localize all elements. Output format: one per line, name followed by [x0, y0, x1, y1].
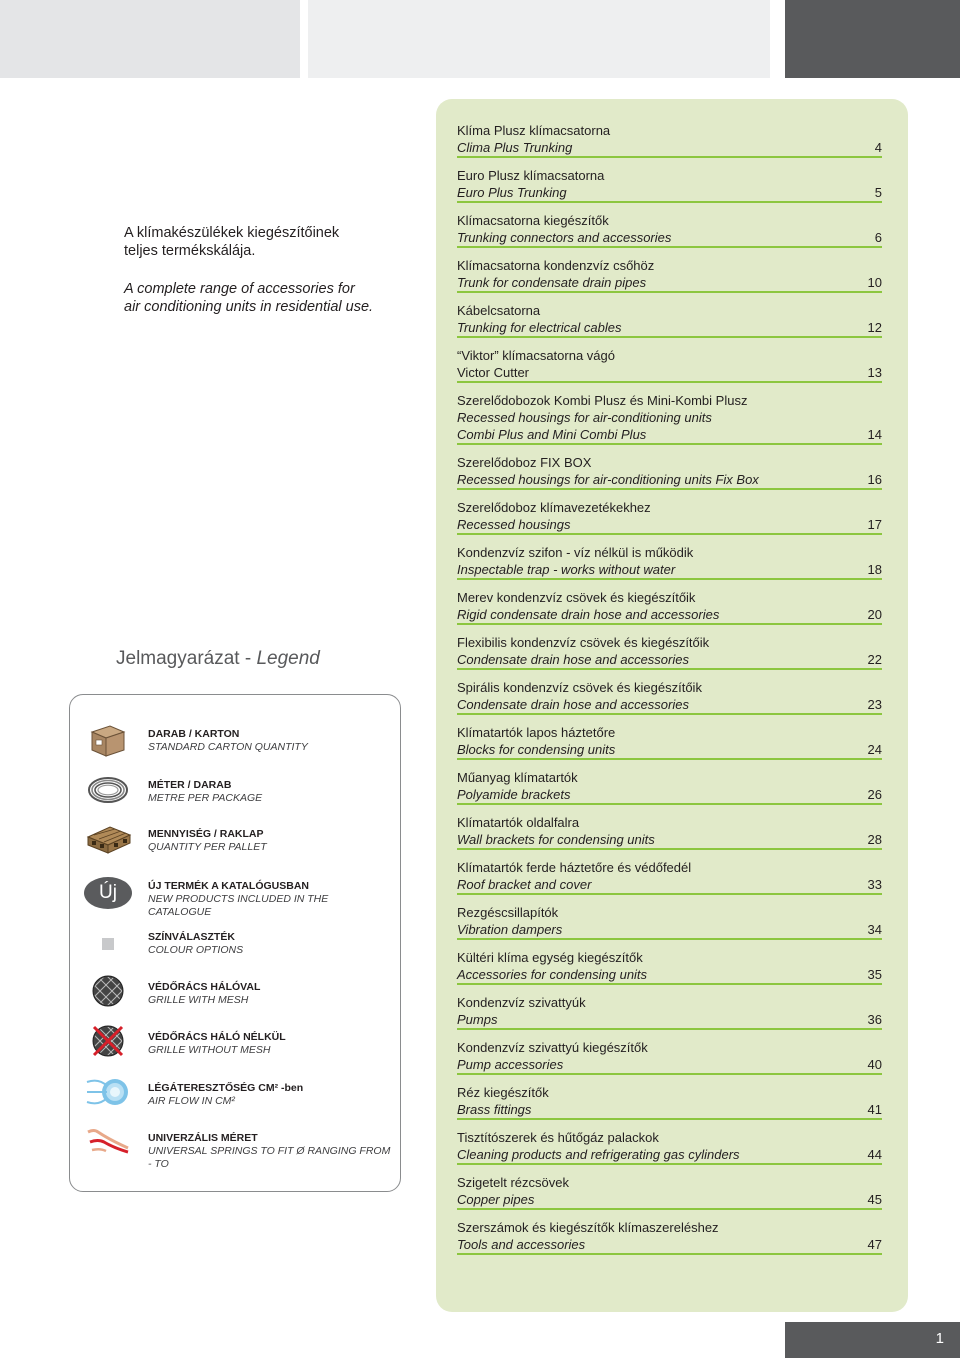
toc-entry[interactable] [457, 302, 882, 338]
toc-entry[interactable] [457, 859, 882, 895]
legend-item-grille-mesh [70, 968, 400, 1018]
toc-title-en: Vibration dampers [457, 922, 563, 937]
toc-entry[interactable] [457, 167, 882, 203]
toc-title-hu: Euro Plusz klímacsatorna [457, 168, 605, 183]
toc-title-hu: Kondenzvíz szivattyúk [457, 995, 586, 1010]
toc-entry-line [457, 139, 882, 156]
toc-entry[interactable] [457, 634, 882, 670]
legend-item-carton [70, 717, 400, 767]
legend-label-en: QUANTITY PER PALLET [148, 841, 267, 853]
legend-item-pallet [70, 817, 400, 867]
legend-item-colour [70, 921, 400, 971]
toc-entry[interactable] [457, 122, 882, 158]
toc-page-number: 5 [874, 185, 882, 200]
toc-title-hu: Szigetelt rézcsövek [457, 1175, 569, 1190]
intro-english: A complete range of accessories for air conditioning units in residential use. [124, 281, 374, 315]
toc-title-en: Clima Plus Trunking [457, 140, 573, 155]
toc-page-number: 35 [867, 967, 882, 982]
toc-entry[interactable] [457, 499, 882, 535]
toc-entry-line [457, 471, 882, 488]
toc-title-hu: Klímacsatorna kiegészítők [457, 213, 609, 228]
toc-entry[interactable] [457, 347, 882, 383]
toc-title-en: Blocks for condensing units [457, 742, 616, 757]
toc-page-number: 13 [867, 365, 882, 380]
table-of-contents [457, 122, 882, 1264]
toc-title-en: Tools and accessories [457, 1237, 586, 1252]
coil-icon [84, 767, 132, 813]
new-badge-text: Új [84, 877, 132, 909]
toc-entry[interactable] [457, 904, 882, 940]
legend-label-en: STANDARD CARTON QUANTITY [148, 741, 308, 753]
toc-title-en: Trunking connectors and accessories [457, 230, 672, 245]
toc-page-number: 45 [867, 1192, 882, 1207]
toc-entry-line [457, 606, 882, 623]
toc-title-hu: Rezgéscsillapítók [457, 905, 559, 920]
legend-label-en: GRILLE WITH MESH [148, 994, 249, 1006]
toc-page-number: 17 [867, 517, 882, 532]
toc-title-hu: Klímatartók lapos háztetőre [457, 725, 616, 740]
toc-title-hu: Klímatartók oldalfalra [457, 815, 580, 830]
toc-entry-line [457, 319, 882, 336]
toc-title-en: Condensate drain hose and accessories [457, 697, 689, 712]
legend-box [69, 694, 401, 1192]
legend-label-hu: VÉDŐRÁCS HÁLÓ NÉLKÜL [148, 1031, 286, 1043]
legend-label-hu: MENNYISÉG / RAKLAP [148, 828, 264, 840]
legend-label-en: COLOUR OPTIONS [148, 944, 244, 956]
airflow-icon [84, 1069, 132, 1115]
toc-entry-line [457, 1236, 882, 1253]
toc-title-en: Polyamide brackets [457, 787, 571, 802]
toc-title-en: Combi Plus and Mini Combi Plus [457, 427, 647, 442]
toc-page-number: 36 [867, 1012, 882, 1027]
toc-title-hu: Merev kondenzvíz csövek és kiegészítőik [457, 590, 696, 605]
legend-label-hu: ÚJ TERMÉK A KATALÓGUSBAN [148, 880, 309, 892]
legend-label-en: NEW PRODUCTS INCLUDED IN THE CATALOGUE [148, 893, 329, 918]
legend-label-en: GRILLE WITHOUT MESH [148, 1044, 271, 1056]
toc-page-number: 47 [867, 1237, 882, 1252]
toc-entry-line [457, 561, 882, 578]
toc-entry[interactable] [457, 1129, 882, 1165]
toc-entry-line [457, 1056, 882, 1073]
toc-page-number: 16 [867, 472, 882, 487]
toc-entry[interactable] [457, 769, 882, 805]
toc-entry[interactable] [457, 679, 882, 715]
toc-page-number: 12 [867, 320, 882, 335]
toc-title-hu: Réz kiegészítők [457, 1085, 549, 1100]
toc-page-number: 6 [874, 230, 882, 245]
toc-entry-line [457, 274, 882, 291]
toc-title-en: Accessories for condensing units [457, 967, 648, 982]
grille-mesh-icon [84, 968, 132, 1014]
legend-item-coil [70, 767, 400, 817]
toc-title-en: Recessed housings for air-conditioning units Fix Box [457, 472, 759, 487]
toc-title-en: Wall brackets for condensing units [457, 832, 655, 847]
toc-title-en: Recessed housings [457, 517, 571, 532]
toc-entry-line [457, 966, 882, 983]
toc-entry-line [457, 786, 882, 803]
toc-title-en: Trunking for electrical cables [457, 320, 622, 335]
legend-label-en: UNIVERSAL SPRINGS TO FIT Ø RANGING FROM - TO [148, 1145, 391, 1170]
legend-title [116, 648, 320, 670]
toc-title-en: Pump accessories [457, 1057, 564, 1072]
toc-entry-line [457, 831, 882, 848]
toc-title-en: Pumps [457, 1012, 498, 1027]
toc-title-subtitle: Recessed housings for air-conditioning units [457, 410, 712, 425]
toc-page-number: 40 [867, 1057, 882, 1072]
toc-page-number: 20 [867, 607, 882, 622]
toc-title-hu: Szerelődoboz klímavezetékekhez [457, 500, 651, 515]
toc-entry-line [457, 1146, 882, 1163]
toc-entry[interactable] [457, 949, 882, 985]
legend-label-hu: UNIVERZÁLIS MÉRET [148, 1132, 258, 1144]
toc-title-en: Euro Plus Trunking [457, 185, 567, 200]
toc-title-en: Condensate drain hose and accessories [457, 652, 689, 667]
header-bar-middle [308, 0, 770, 78]
toc-entry[interactable] [457, 1039, 882, 1075]
toc-entry-line [457, 741, 882, 758]
toc-page-number: 24 [867, 742, 882, 757]
toc-entry-line [457, 696, 882, 713]
toc-title-hu: Kültéri klíma egység kiegészítők [457, 950, 643, 965]
page-number-box [785, 1322, 960, 1358]
toc-title-hu: Kábelcsatorna [457, 303, 541, 318]
header-bar-right [785, 0, 960, 78]
toc-entry[interactable] [457, 257, 882, 293]
grille-no-mesh-icon [84, 1018, 132, 1064]
toc-entry-line [457, 651, 882, 668]
toc-title-hu: Klíma Plusz klímacsatorna [457, 123, 611, 138]
toc-title-hu: Klímacsatorna kondenzvíz csőhöz [457, 258, 655, 273]
toc-entry-line [457, 876, 882, 893]
toc-title-hu: Kondenzvíz szivattyú kiegészítők [457, 1040, 648, 1055]
toc-entry-line [457, 1011, 882, 1028]
toc-title-en: Inspectable trap - works without water [457, 562, 676, 577]
toc-entry-line [457, 364, 882, 381]
legend-item-springs [70, 1119, 400, 1169]
toc-entry[interactable] [457, 1219, 882, 1255]
toc-entry[interactable] [457, 454, 882, 490]
toc-entry-line [457, 426, 882, 443]
toc-entry[interactable] [457, 392, 882, 445]
toc-page-number: 23 [867, 697, 882, 712]
legend-label-en: METRE PER PACKAGE [148, 792, 263, 804]
toc-entry-line [457, 921, 882, 938]
toc-title-hu: Szerszámok és kiegészítők klímaszereléshez [457, 1220, 719, 1235]
toc-title-hu: Flexibilis kondenzvíz csövek és kiegészítőik [457, 635, 710, 650]
toc-title-en: Brass fittings [457, 1102, 532, 1117]
spring-icon [84, 1119, 132, 1165]
toc-title-en: Copper pipes [457, 1192, 535, 1207]
legend-label-hu: MÉTER / DARAB [148, 779, 232, 791]
intro-hungarian: A klímakészülékek kiegészítőinek teljes termékskálája. [124, 225, 340, 259]
toc-title-hu: Tisztítószerek és hűtőgáz palackok [457, 1130, 659, 1145]
pallet-icon [84, 817, 132, 863]
toc-entry[interactable] [457, 544, 882, 580]
toc-entry[interactable] [457, 1084, 882, 1120]
toc-page-number: 44 [867, 1147, 882, 1162]
colour-swatch-icon [84, 921, 132, 967]
toc-page-number: 41 [867, 1102, 882, 1117]
toc-title-en: Victor Cutter [457, 365, 530, 380]
toc-title-hu: Szerelődoboz FIX BOX [457, 455, 592, 470]
toc-title-en: Roof bracket and cover [457, 877, 592, 892]
intro-text [124, 224, 374, 316]
toc-entry-line [457, 516, 882, 533]
toc-page-number: 33 [867, 877, 882, 892]
toc-entry-line [457, 184, 882, 201]
legend-item-grille-no-mesh [70, 1018, 400, 1068]
toc-title-en: Trunk for condensate drain pipes [457, 275, 647, 290]
legend-title-en: Legend [256, 648, 320, 669]
toc-title-hu: Kondenzvíz szifon - víz nélkül is működik [457, 545, 694, 560]
toc-title-en: Cleaning products and refrigerating gas cylinders [457, 1147, 740, 1162]
toc-title-en: Rigid condensate drain hose and accessories [457, 607, 720, 622]
carton-box-icon [84, 717, 132, 763]
toc-entry-line [457, 229, 882, 246]
toc-page-number: 22 [867, 652, 882, 667]
legend-title-hu: Jelmagyarázat - [116, 648, 257, 669]
toc-page-number: 14 [867, 427, 882, 442]
toc-entry[interactable] [457, 724, 882, 760]
legend-item-airflow [70, 1069, 400, 1119]
toc-page-number: 34 [867, 922, 882, 937]
legend-label-hu: SZÍNVÁLASZTÉK [148, 931, 235, 943]
header-bar-left [0, 0, 300, 78]
new-badge-icon [84, 870, 132, 916]
toc-entry[interactable] [457, 994, 882, 1030]
toc-title-hu: “Viktor” klímacsatorna vágó [457, 348, 615, 363]
toc-page-number: 28 [867, 832, 882, 847]
toc-title-hu: Szerelődobozok Kombi Plusz és Mini-Kombi Plusz [457, 393, 748, 408]
toc-page-number: 10 [867, 275, 882, 290]
legend-label-hu: DARAB / KARTON [148, 728, 240, 740]
toc-title-hu: Klímatartók ferde háztetőre és védőfedél [457, 860, 692, 875]
toc-title-hu: Spirális kondenzvíz csövek és kiegészítőik [457, 680, 702, 695]
legend-label-hu: VÉDŐRÁCS HÁLÓVAL [148, 981, 261, 993]
toc-page-number: 26 [867, 787, 882, 802]
toc-entry[interactable] [457, 814, 882, 850]
legend-item-new [70, 870, 400, 920]
toc-entry[interactable] [457, 1174, 882, 1210]
page-number: 1 [935, 1330, 944, 1347]
toc-entry-line [457, 1191, 882, 1208]
toc-entry-line [457, 1101, 882, 1118]
toc-title-hu: Műanyag klímatartók [457, 770, 578, 785]
legend-label-en: AIR FLOW IN CM² [148, 1095, 235, 1107]
toc-page-number: 18 [867, 562, 882, 577]
toc-entry[interactable] [457, 212, 882, 248]
toc-entry[interactable] [457, 589, 882, 625]
legend-label-hu: LÉGÁTERESZTŐSÉG CM² -ben [148, 1082, 304, 1094]
toc-page-number: 4 [874, 140, 882, 155]
